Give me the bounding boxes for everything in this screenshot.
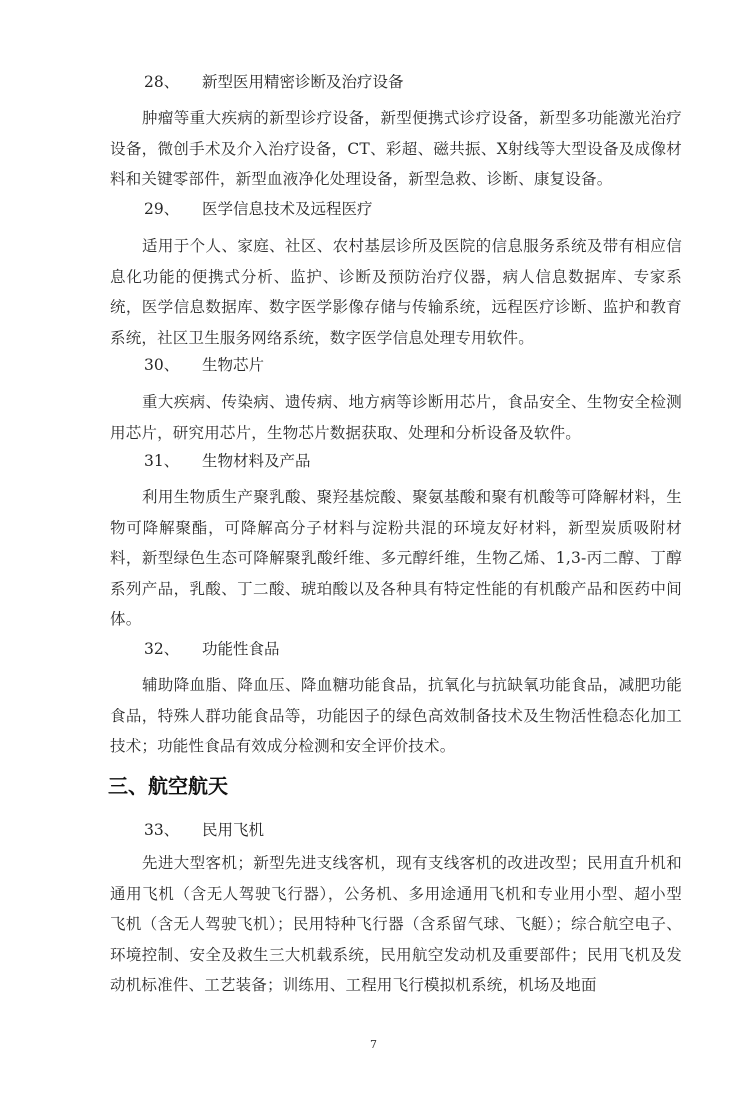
item-29-body: 适用于个人、家庭、社区、农村基层诊所及医院的信息服务系统及带有相应信息化功能的便携式分析、监护、诊断及预防治疗仪器，病人信息数据库、专家系统，医学信息数据库、数字医学影像存储与传输系统，远程医疗诊断、监护和教育系统，社区卫生服务网络系统，数字医学信息处理专用软件。 — [110, 237, 682, 347]
item-30-heading — [144, 355, 264, 375]
item-title: 医学信息技术及远程医疗 — [202, 200, 373, 218]
item-number: 32、 — [144, 640, 180, 658]
item-number: 29、 — [144, 200, 180, 218]
item-32-body: 辅助降血脂、降血压、降血糖功能食品，抗氧化与抗缺氧功能食品，减肥功能食品，特殊人群功能食品等，功能因子的绿色高效制备技术及生物活性稳态化加工技术；功能性食品有效成分检测和安全评价技术。 — [110, 676, 682, 755]
item-29-heading — [144, 199, 373, 219]
item-33-heading — [144, 820, 264, 840]
item-33-body: 先进大型客机；新型先进支线客机，现有支线客机的改进改型；民用直升机和通用飞机（含无人驾驶飞行器），公务机、多用途通用飞机和专业用小型、超小型飞机（含无人驾驶飞机）；民用特种飞行器（含系留气球、飞艇）；综合航空电子、环境控制、安全及救生三大机载系统，民用航空发动机及重要部件；民用飞机及发动机标准件、工艺装备；训练用、工程用飞行模拟机系统，机场及地面 — [110, 854, 682, 994]
item-number: 33、 — [144, 821, 180, 839]
item-number: 30、 — [144, 356, 180, 374]
page-number: 7 — [370, 1038, 377, 1051]
item-number: 31、 — [144, 452, 180, 470]
item-28-heading — [144, 72, 404, 92]
item-title: 新型医用精密诊断及治疗设备 — [202, 73, 404, 91]
item-31-body: 利用生物质生产聚乳酸、聚羟基烷酸、聚氨基酸和聚有机酸等可降解材料，生物可降解聚酯，可降解高分子材料与淀粉共混的环境友好材料，新型炭质吸附材料，新型绿色生态可降解聚乳酸纤维、多元醇纤维，生物乙烯、1,3-丙二醇、丁醇系列产品，乳酸、丁二酸、琥珀酸以及各种具有特定性能的有机酸产品和医药中间体。 — [110, 488, 682, 628]
item-title: 民用飞机 — [202, 821, 265, 839]
item-number: 28、 — [144, 73, 180, 91]
item-31-heading — [144, 451, 311, 471]
item-title: 生物材料及产品 — [202, 452, 311, 470]
item-title: 生物芯片 — [202, 356, 265, 374]
item-30-body: 重大疾病、传染病、遗传病、地方病等诊断用芯片，食品安全、生物安全检测用芯片，研究用芯片，生物芯片数据获取、处理和分析设备及软件。 — [110, 393, 682, 442]
item-title: 功能性食品 — [202, 640, 280, 658]
item-28-body: 肿瘤等重大疾病的新型诊疗设备，新型便携式诊疗设备，新型多功能激光治疗设备，微创手术及介入治疗设备，CT、彩超、磁共振、X射线等大型设备及成像材料和关键零部件，新型血液净化处理设备，新型急救、诊断、康复设备。 — [110, 109, 682, 188]
section-heading: 三、航空航天 — [108, 774, 228, 798]
item-32-heading — [144, 639, 280, 659]
